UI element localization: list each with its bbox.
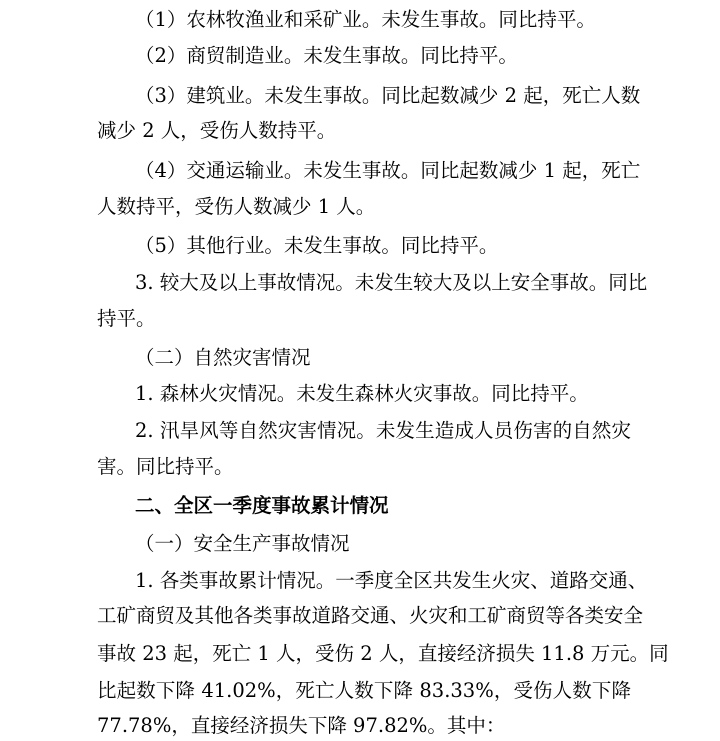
paragraph-line: （1）农林牧渔业和采矿业。未发生事故。同比持平。 [135, 8, 596, 31]
paragraph-line: 人数持平，受伤人数减少 1 人。 [97, 195, 376, 218]
paragraph-line: 工矿商贸及其他各类事故道路交通、火灾和工矿商贸等各类安全 [97, 604, 644, 627]
paragraph-line: 比起数下降 41.02%，死亡人数下降 83.33%，受伤人数下降 [97, 679, 631, 702]
paragraph-line: 1. 各类事故累计情况。一季度全区共发生火灾、道路交通、 [135, 569, 648, 592]
paragraph-line: （5）其他行业。未发生事故。同比持平。 [135, 234, 499, 257]
paragraph-line: 减少 2 人，受伤人数持平。 [97, 119, 337, 142]
section-subheading: （一）安全生产事故情况 [135, 532, 350, 555]
paragraph-line: 持平。 [97, 307, 156, 330]
paragraph-line: 77.78%，直接经济损失下降 97.82%。其中： [97, 714, 506, 737]
section-subheading: （二）自然灾害情况 [135, 346, 311, 369]
paragraph-line: 3. 较大及以上事故情况。未发生较大及以上安全事故。同比 [135, 271, 648, 294]
paragraph-line: 事故 23 起，死亡 1 人，受伤 2 人，直接经济损失 11.8 万元。同 [97, 642, 669, 665]
section-heading: 二、全区一季度事故累计情况 [135, 494, 389, 517]
paragraph-line: 1. 森林火灾情况。未发生森林火灾事故。同比持平。 [135, 382, 589, 405]
paragraph-line: 2. 汛旱风等自然灾害情况。未发生造成人员伤害的自然灾 [135, 419, 631, 442]
paragraph-line: （3）建筑业。未发生事故。同比起数减少 2 起，死亡人数 [135, 84, 641, 107]
paragraph-line: （2）商贸制造业。未发生事故。同比持平。 [135, 44, 518, 67]
paragraph-line: 害。同比持平。 [97, 455, 234, 478]
paragraph-line: （4）交通运输业。未发生事故。同比起数减少 1 起，死亡 [135, 159, 641, 182]
